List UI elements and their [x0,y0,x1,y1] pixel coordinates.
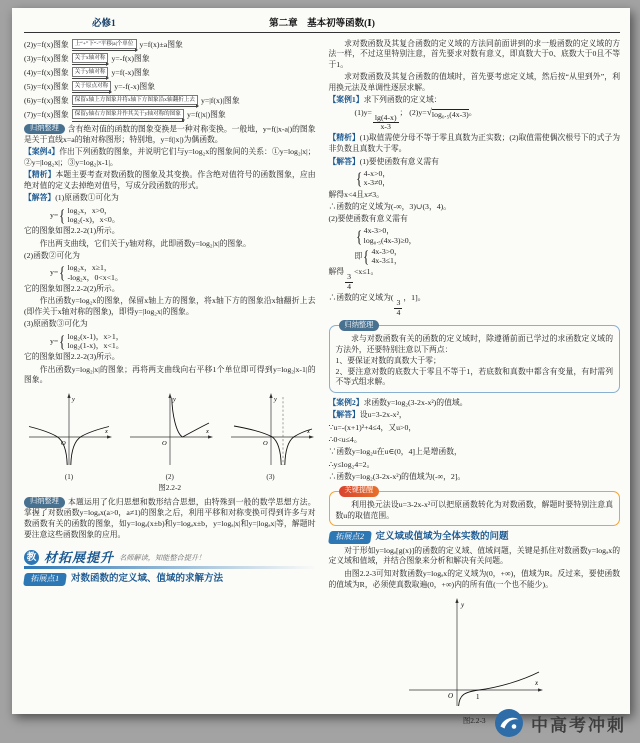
summary-tag: 归纳整理 [24,497,65,508]
banner-note: 名师解读，知能整合提升！ [119,553,206,562]
x-tick-1: 1 [476,693,480,702]
solution-p3: 作出两支曲线，它们关于y轴对称，此即函数y=log₂|x|的图象。 [39,238,251,248]
chapter-title: 第二章 基本初等函数(Ⅰ) [269,19,375,29]
system-line: 4x-3>0， [371,246,402,256]
solution-line: ∴y≤log₂4=2。 [328,459,375,469]
solution-p6: 作出函数y=log₂x的图象，保留x轴上方的图象，将x轴下方的图象沿x轴翻折上去(即作关于x轴对称的图象)，即得y=|log₂x|的图象。 [24,296,316,316]
solution-line: ∴0<u≤4。 [328,435,362,445]
solution-1 [329,157,621,168]
left-brace: { [355,226,362,246]
rule-number: (5) [24,81,34,91]
rule-arrow [72,53,109,65]
banner-title: 材拓展提升 [44,549,115,565]
rule-arrow [72,81,112,93]
watermark-text: 中高考冲刺 [531,715,626,735]
fraction-denominator: 4 [347,281,351,291]
rule-to: y=-f(x)图象 [111,53,150,63]
rule-arrow [72,95,198,107]
case-text: 作出下列函数的图象，并说明它们与y=log₂x的图象间的关系：①y=log₂|x|；②y=|log₂x|；③y=log₂|x-1|。 [24,147,316,167]
rule-number: (3) [24,53,34,63]
graph-abs-log-x [125,389,215,481]
graph-svg [125,389,215,469]
arrow-line [72,92,112,93]
point2-paragraph-2: 由图2.2-3可知对数函数y=logₐx的定义域为(0，+∞)，值域为R。反过来，要使函数的值域为R，必须使真数取遍(0，+∞)内的所有值(一个也不能少)。 [328,568,620,589]
rule-transform-label: 保留x轴上方图象并将x轴下方图象沿x轴翻折上去 [72,95,198,105]
x-axis-label: x [306,428,310,436]
summary-text: 本题运用了化归思想和数形结合思想，由特殊到一般的数学思想方法。掌握了对数函数y=logₐx(a>0，a≠1)的图象之后，利用平移和对称变换可得到许多与对数函数有关的函数的图象，如y=logₐ(x±b)和y=logₐx±b，y=logₐ|x|和y=|logₐx|等，解题时要注意这些函数图象的应用。 [24,497,316,539]
transform-list [24,39,316,122]
piecewise-prefix: y= [50,267,59,277]
solution-p6 [329,267,621,291]
rule-to: y=f(-x)图象 [111,67,150,77]
rule-number: (7) [24,110,34,120]
rule-transform-label: 关于x轴对称 [72,53,109,63]
arrow-line [72,78,109,79]
analysis-text: (1)取值需使分母不等于零且真数为正实数；(2)取值需使偶次根号下的式子为非负数且真数大于零。 [328,133,621,154]
rule-arrow [72,39,137,51]
formula-2-prefix: (2)y= [409,107,427,117]
inequality-system-3 [355,247,621,266]
transform-rule [24,95,316,107]
rule-from: y=f(x)图象 [33,39,69,49]
subfigure-caption: (3) [266,472,275,481]
solution-p8: 它的图象如图2.2-2(3)所示。 [24,352,120,362]
piecewise-line: log₂(x-1)，x>1， [67,331,124,341]
teach-circle-icon: 教 [24,550,39,565]
rule-to: y=f(|x|)图象 [186,110,226,120]
piecewise-system [58,263,122,282]
origin-label: O [161,440,167,448]
solution-label: 【解答】 [328,156,360,166]
rule-number: (2) [24,39,34,49]
rule-from: y=f(x)图象 [33,81,69,91]
intro-range: 求对数函数及其复合函数的值域时，首先要考虑定义域，然后按“从里到外”，利用换元法及单调性逐层求解。 [328,72,620,93]
system-prefix: 即 [354,251,363,261]
domain-suffix: ，1]。 [403,293,426,302]
system-line: log₀.₅(4x-3)≥0， [363,236,417,246]
rule-to: y=f(x)±a图象 [139,39,183,49]
banner-rule [24,566,316,569]
arrow-line [72,64,109,65]
solution-p5: 它的图象如图2.2-2(2)所示。 [24,283,120,293]
formula-end: 。 [468,107,477,117]
domain-prefix: ∴函数的定义域为( [328,293,394,302]
rule-arrow [72,67,109,79]
piecewise-3 [50,332,316,351]
arrow-line [72,50,137,51]
fraction-numerator: lg(4-x) [374,112,397,122]
right-column [329,37,621,730]
left-brace: { [355,168,362,188]
piecewise-line: log₂(1-x)，x<1。 [67,341,124,351]
summary-item: 2、要注意对数的底数大于零且不等于1，若底数和真数中都含有变量，有时需列不等式组求解。 [335,366,613,387]
left-brace: { [59,205,66,225]
transform-rule [24,67,316,79]
summary-text: 含有绝对值的函数的图象变换是一种对称变换。一般地，y=f(|x-a|)的图象是关于直线x=a的轴对称图形；特别地，y=f(|x|)为偶函数。 [24,124,316,144]
solve-prefix: 解得 [328,267,345,277]
solution-p2: 它的图象如图2.2-2(1)所示。 [24,226,120,236]
system-line: x-3≠0， [363,178,391,188]
rule-from: y=f(x)图象 [33,110,69,120]
left-brace: { [59,331,66,351]
piecewise-line: log₂x，x≥1， [67,263,112,273]
piecewise-line: -log₂x，0<x<1。 [67,272,123,282]
piecewise-system [58,206,119,225]
rule-transform-label: 上“+”下“-”平移|a|个单位 [72,39,137,49]
subfigure-caption: (2) [165,472,174,481]
fraction-numerator: 3 [396,298,401,307]
case-2 [329,398,621,409]
inequality-system-1 [355,169,621,188]
piecewise-1 [50,206,316,225]
rule-transform-label: 保留y轴右方图象并作其关于y轴对称的图象 [72,109,184,119]
origin-label: O [262,440,268,448]
left-brace: { [59,263,66,283]
system-line: 4-x>0， [363,168,391,178]
formula-1-prefix: (1)y= [354,107,372,117]
material-extension-banner [24,550,316,565]
extension-point-title: 对数函数的定义域、值域的求解方法 [71,573,224,584]
rule-from: y=f(x)图象 [33,53,69,63]
summary-tag: 归纳整理 [339,320,380,331]
figure-title: 图2.2-2 [158,482,182,492]
case-1-formulas [355,108,621,132]
graph-svg [24,389,114,469]
analysis-text: 本题主要考查对数函数的图象及其变换。作含绝对值符号的函数图象，应由绝对值的定义去掉绝对值号，写成分段函数的形式。 [24,170,316,191]
fraction-numerator: 3 [347,272,351,282]
watermark-logo-icon [494,708,524,738]
solution-p1: (1)原函数①可化为 [55,193,119,203]
arrow-line [72,106,198,107]
solution-2 [329,410,621,421]
graph-svg [399,592,549,710]
summary-2 [24,497,316,541]
inequality-system-2 [355,226,621,245]
analysis-1 [329,133,621,155]
piecewise-prefix: y= [50,335,59,345]
piecewise-system [58,332,123,351]
graph-log-abs-x-minus-1 [226,389,316,481]
extension-point-1 [24,573,316,586]
rule-arrow [72,109,184,121]
intro-domain: 求对数函数及其复合函数的定义域的方法同前面讲到的求一般函数的定义域的方法一样，不过这里特别注意，首先要求对数有意义，即真数大于0、底数大于0且不等于1。 [328,38,620,70]
formula-separator: ； [399,107,408,117]
square-root [427,109,469,119]
analysis-4 [24,170,316,192]
radical-sign: √ [426,107,432,118]
case-4 [24,147,316,169]
fraction-denominator: 4 [396,307,401,317]
y-axis-label: y [72,396,75,404]
transform-rule [24,39,316,51]
y-axis-label: y [172,396,176,404]
solution-p1: (1)要使函数有意义需有 [359,156,439,166]
rule-from: y=f(x)图象 [33,96,69,106]
y-axis-label: y [273,396,277,404]
case-label: 【案例4】 [24,147,60,157]
solution-p9: 作出函数y=log₂|x|的图象；再将两支曲线向右平移1个单位即可得到y=log₂|x-1|的图象。 [24,364,316,385]
transform-rule [24,109,316,121]
extension-point-tag: 拓展点2 [328,531,372,544]
summary-tag: 归纳整理 [24,124,65,135]
transform-rule [24,53,316,65]
page-header [24,14,620,33]
reminder-text: 利用换元法设u=3-2x-x²可以把原函数转化为对数函数，解题时要特别注意真数u的取值范围。 [335,499,613,520]
piecewise-2 [50,263,316,282]
rule-number: (6) [24,96,34,106]
piecewise-prefix: y= [50,210,59,220]
solution-p3: ∴函数的定义域为(-∞，3)∪(3，4)。 [328,201,452,211]
extension-point-title: 定义域或值域为全体实数的问题 [375,532,509,543]
extension-point-2 [329,531,621,544]
analysis-label: 【精析】 [24,170,56,180]
key-reminder-box [329,486,621,527]
watermark [494,708,626,738]
solution-line: ∴函数y=log₂(3-2x-x²)的值域为(-∞，2]。 [328,471,466,481]
rule-transform-label: 关于原点对称 [72,81,112,91]
solution-line: ∵u=-(x+1)²+4≤4，又u>0， [328,422,417,432]
figure-title: 图2.2-3 [462,716,486,726]
rule-to: y=|f(x)|图象 [200,96,240,106]
system-line: 4x-3>0， [363,226,395,236]
figure-2-2-2 [24,389,316,481]
origin-label: O [61,440,66,448]
fraction [373,114,399,132]
two-column-body [24,37,620,730]
left-brace: { [363,246,370,266]
fraction [394,299,402,317]
solution-p4: (2)函数②可化为 [24,250,80,260]
solution-p4: (2)要使函数有意义需有 [328,214,408,224]
subfigure-caption: (1) [64,472,74,481]
reminder-tag: 关键提醒 [339,486,380,497]
case-1 [329,95,621,106]
solve-suffix: <x≤1。 [354,267,379,277]
arrow-line [72,121,184,122]
point2-paragraph-1: 对于形如y=logₐ[g(x)]的函数的定义域、值域问题，关键是抓住对数函数y=logₐx的定义域和值域，并结合图象来分析和解决有关问题。 [328,545,620,566]
solution-line: 设u=3-2x-x²， [359,410,407,420]
solution-p7: (3)原函数③可化为 [24,319,88,329]
solution-p7 [329,293,621,317]
extension-point-tag: 拓展点1 [23,573,67,586]
transform-rule [24,81,316,93]
analysis-label: 【精析】 [328,133,360,143]
piecewise-line: log₂x，x>0， [67,205,112,215]
radicand: log₀.₅(4x-3) [431,109,469,119]
rule-transform-label: 关于y轴对称 [72,67,109,77]
rule-to: y=-f(-x)图象 [114,81,156,91]
case-text: 求下列函数的定义域： [363,95,442,105]
figure-2-2-3 [329,592,621,727]
book-level-badge: 必修1 [92,19,116,29]
rule-number: (4) [24,67,34,77]
x-axis-label: x [205,428,209,436]
system-line: 4x-3≤1， [371,256,402,266]
x-axis-label: x [105,428,108,436]
summary-box [329,320,621,393]
fraction-denominator: x-3 [380,122,391,132]
y-axis-label: y [461,601,465,610]
fraction [345,273,353,291]
solution-4 [24,193,316,204]
solution-p2: 解得x<4且x≠3。 [328,189,384,199]
solution-line: ∵函数y=log₂u在u∈(0，4]上是增函数， [328,447,462,457]
solution-label: 【解答】 [328,410,360,420]
case-label: 【案例1】 [328,95,364,105]
x-axis-label: x [535,679,539,688]
solution-label: 【解答】 [24,193,56,203]
summary-intro: 求与对数函数有关的函数的定义域时，除遵循前面已学过的求函数定义域的方法外，还要特别注意以下两点： [335,334,613,354]
summary-1 [24,124,316,146]
case-label: 【案例2】 [328,398,364,408]
case-text: 求函数y=log₂(3-2x-x²)的值域。 [363,398,468,408]
left-column [24,37,316,730]
graph-log-abs-x [24,389,114,481]
origin-label: O [448,692,454,701]
summary-item: 1、要保证对数的真数大于零； [335,355,441,365]
rule-from: y=f(x)图象 [33,67,69,77]
piecewise-line: log₂(-x)，x<0。 [67,215,120,225]
graph-svg [226,389,316,469]
